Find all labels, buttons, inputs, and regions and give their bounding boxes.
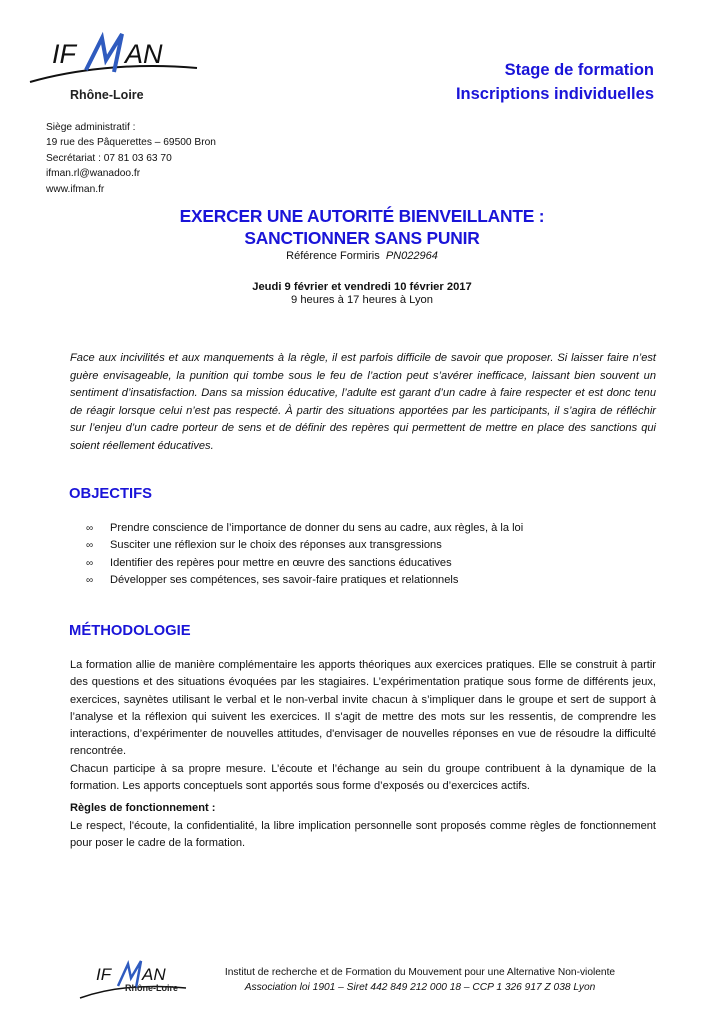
title-line-1: EXERCER UNE AUTORITÉ BIENVEILLANTE : (179, 206, 545, 226)
session-dates: Jeudi 9 février et vendredi 10 février 2017 (252, 281, 472, 293)
header-line-2: Inscriptions individuelles (455, 85, 654, 103)
list-item (86, 572, 523, 589)
list-item-text: Identifier des repères pour mettre en œuvre des sanctions éducatives (110, 556, 452, 569)
infinity-bullet-icon: ∞ (86, 540, 94, 552)
footer-logo-graphic (78, 958, 188, 1003)
infinity-bullet-icon: ∞ (86, 557, 94, 569)
rules-text: Le respect, l'écoute, la confidentialité, la libre implication personnelle sont proposés comme règles de fonctionnement pour poser le cadre de la formation. (70, 820, 656, 850)
title-block (0, 205, 724, 306)
objectifs-heading: OBJECTIFS (69, 486, 153, 502)
header-line-1: Stage de formation (504, 61, 654, 79)
email-link[interactable]: ifman.rl@wanadoo.fr (46, 168, 141, 180)
list-item-text: Prendre conscience de l’importance de donner du sens au cadre, aux règles, à la loi (110, 522, 524, 534)
logo-letters-an: AN (125, 39, 163, 69)
methodologie-body (70, 657, 656, 795)
website-link[interactable]: www.ifman.fr (46, 183, 105, 195)
document-header (456, 58, 654, 106)
footer-line-1: Institut de recherche et de Formation du Mouvement pour une Alternative Non-violente (224, 967, 616, 978)
phone-line: Secrétariat : 07 81 03 63 70 (46, 152, 172, 164)
logo-m-stroke (86, 34, 122, 72)
infinity-bullet-icon: ∞ (86, 523, 94, 534)
list-item (86, 555, 523, 572)
list-item-text: Susciter une réflexion sur le choix des réponses aux transgressions (110, 539, 442, 552)
methodologie-heading: MÉTHODOLOGIE (69, 623, 191, 639)
ifman-logo-graphic (22, 30, 202, 90)
infinity-bullet-icon: ∞ (86, 575, 94, 587)
methodologie-paragraph-1: La formation allie de manière complémentaire les apports théoriques aux exercices pratiques. Elle se construit à partir des questions et des situations évoquées par les stagiaires. L’expérimentation pratique sous forme de différents jeux, exercices, saynètes utilisant le verbal et le non-verbal invite chacun à s’impliquer dans le groupe et sert de support à l’analyse et la réflexion qui suivent les exercices. Il s'agit de mettre des mots sur les ressentis, de comprendre les interactions, d’expérimenter de nouvelles attitudes, d'envisager de nouvelles réponses en vue de résoudre la difficulté rencontrée. (70, 659, 656, 758)
logo-letters-if: IF (52, 39, 76, 69)
intro-paragraph: Face aux incivilités et aux manquements à la règle, il est parfois difficile de savoir que proposer. Si laisser faire n’est guère envisageable, la punition qui tombe sous le feu de l’action peut s’avérer inefficace, laissant bien souvent un sentiment d’insatisfaction. Dans sa mission éducative, l’adulte est garant d’un cadre à faire respecter et est donc tenu de réagir lorsque celui n’est pas respecté. À partir des situations apportées par les participants, il s’agira de réfléchir sur l’enjeu d’un cadre porteur de sens et de définir des repères qui permettent de mettre en place des sanctions qui soient réellement éducatives. (70, 352, 656, 452)
list-item (86, 520, 523, 537)
title-line-2: SANCTIONNER SANS PUNIR (244, 228, 480, 248)
reference (0, 250, 724, 262)
address-block (46, 120, 216, 197)
footer-logo-subtitle: Rhône-Loire (125, 983, 178, 993)
address-line: Siège administratif : (46, 122, 136, 133)
list-item-text: Développer ses compétences, ses savoir-faire pratiques et relationnels (110, 574, 459, 587)
logo-subtitle: Rhône-Loire (70, 88, 144, 102)
address-line: 19 rue des Pâquerettes – 69500 Bron (46, 137, 216, 149)
footer-text (180, 965, 660, 995)
ifman-logo (22, 30, 202, 110)
list-item (86, 537, 523, 554)
reference-code: PN022964 (385, 250, 438, 262)
methodologie-paragraph-2: Chacun participe à sa propre mesure. L’écoute et l’échange au sein du groupe contribuent à la dynamique de la formation. Les apports conceptuels sont apportés sous forme d’exposés ou d’exercices actifs. (70, 762, 656, 793)
objectifs-list (86, 520, 523, 590)
reference-label: Référence Formiris (286, 250, 380, 262)
svg-text:IF: IF (96, 965, 112, 984)
svg-text:AN: AN (142, 965, 166, 984)
footer-line-2: Association loi 1901 – Siret 442 849 212 000 18 – CCP 1 326 917 Z 038 Lyon (244, 982, 596, 993)
rules-heading: Règles de fonctionnement : (70, 802, 216, 814)
footer-logo (78, 958, 188, 1006)
session-hours: 9 heures à 17 heures à Lyon (290, 294, 434, 306)
